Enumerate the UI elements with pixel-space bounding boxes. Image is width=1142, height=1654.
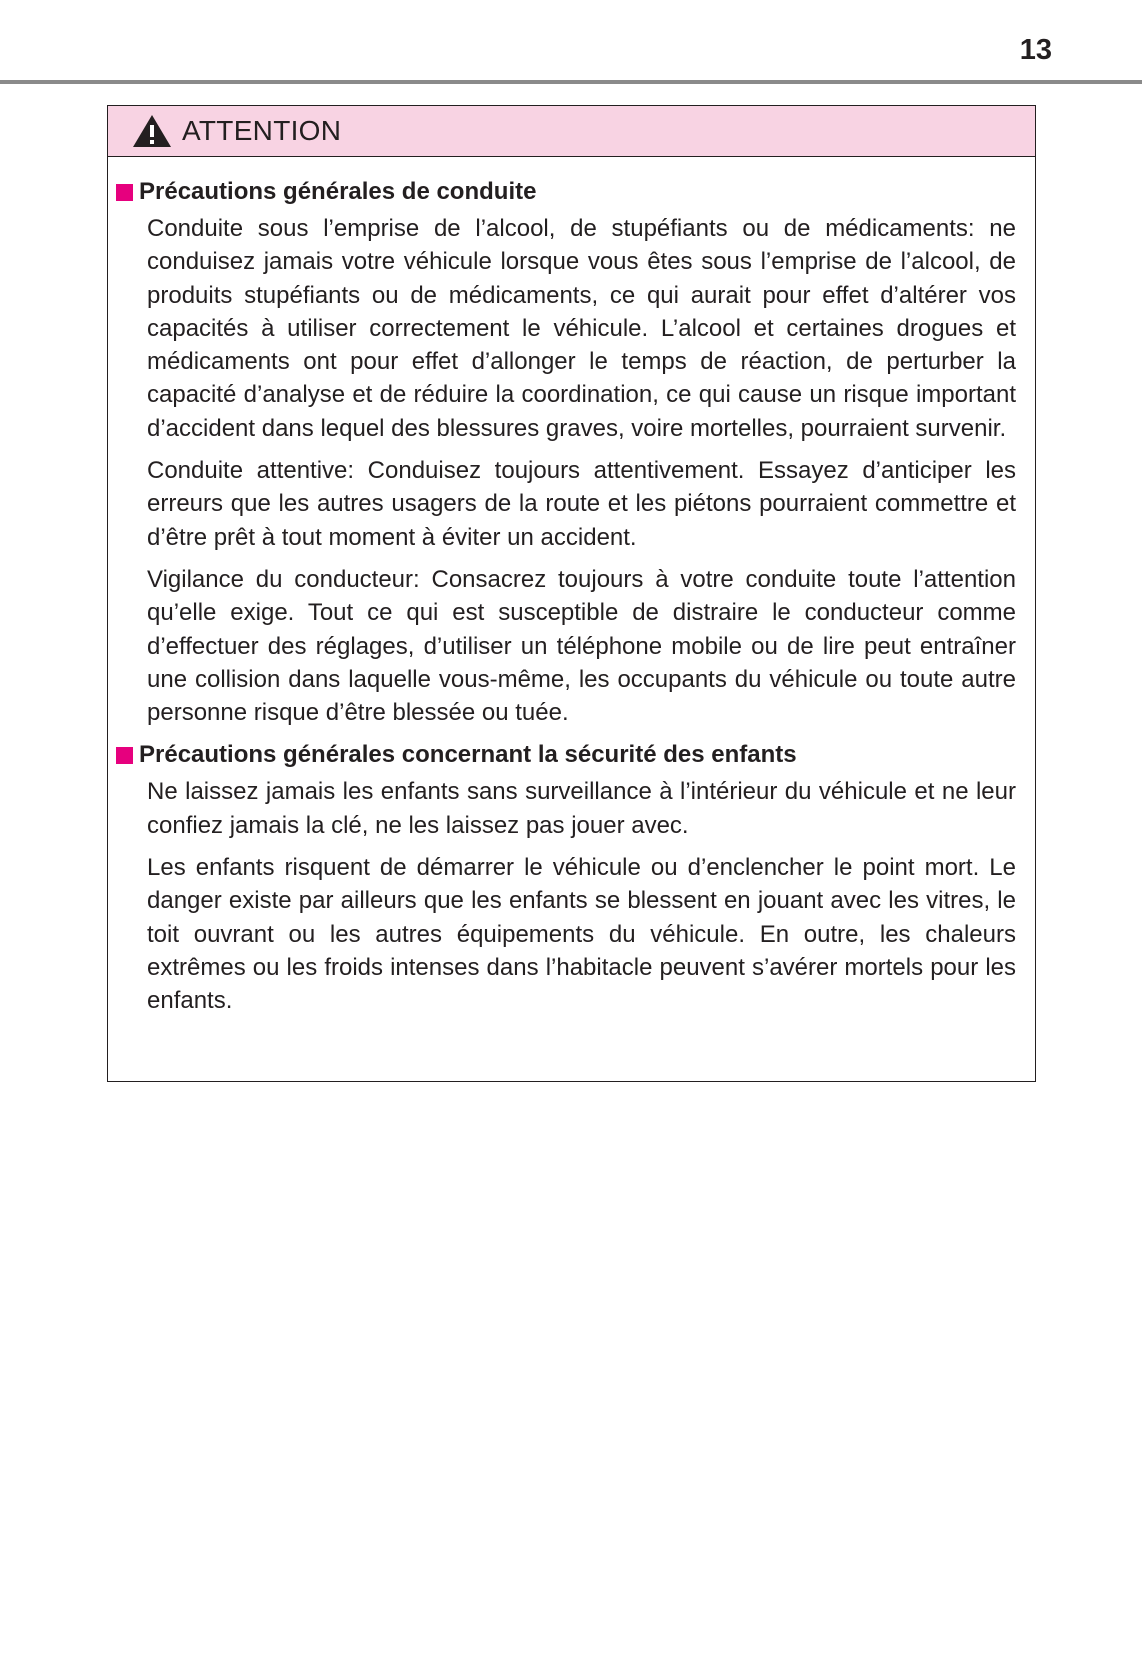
- section-child-safety: [116, 738, 1016, 1017]
- attention-title: ATTENTION: [182, 115, 342, 146]
- header-rule: [0, 80, 1142, 84]
- paragraph-driver-vigilance: Vigilance du conducteur: Consacrez toujours à votre conduite toute l’attention qu’elle exige. Tout ce qui est susceptible de distraire le conducteur comme d’effectuer des réglages, d’utiliser un téléphone mobile ou de lire peut entraîner une collision dans laquelle vous-même, les occupants du véhicule ou toute autre personne risque d’être blessée ou tuée.: [147, 565, 1016, 727]
- paragraph-alcohol: Conduite sous l’emprise de l’alcool, de stupéfiants ou de médicaments: ne conduisez jamais votre véhicule lorsque vous êtes sous l’emprise de l’alcool, de produits stupéfiants ou de médicaments, ce qui aurait pour effet d’altérer vos capacités à utiliser correctement le véhicule. L’alcool et certaines drogues et médicaments ont pour effet d’allonger le temps de réaction, de perturber la capacité d’analyse et de réduire la coordination, ce qui cause un risque important d’accident dans lequel des blessures graves, voire mortelles, pourraient survenir.: [147, 215, 1016, 442]
- section-heading: [116, 738, 1016, 772]
- section-heading-text: Précautions générales concernant la sécurité des enfants: [139, 741, 797, 769]
- section-heading: [116, 175, 1016, 209]
- square-bullet-icon: [116, 747, 133, 764]
- attention-box: [107, 105, 1036, 1082]
- warning-triangle-icon: [132, 114, 172, 148]
- attention-content: [108, 157, 1035, 1018]
- paragraph-attentive-driving: Conduite attentive: Conduisez toujours attentivement. Essayez d’anticiper les erreurs que les autres usagers de la route et les piétons pourraient commettre et d’être prêt à tout moment à éviter un accident.: [147, 457, 1016, 551]
- square-bullet-icon: [116, 184, 133, 201]
- attention-header: [108, 106, 1035, 157]
- paragraph-children-dangers: Les enfants risquent de démarrer le véhicule ou d’enclencher le point mort. Le danger existe par ailleurs que les enfants se blessent en jouant avec les vitres, le toit ouvrant ou les autres équipements du véhicule. En outre, les chaleurs extrêmes ou les froids intenses dans l’habitacle peuvent s’avérer mortels pour les enfants.: [147, 854, 1016, 1015]
- page-number: 13: [1019, 34, 1052, 66]
- section-heading-text: Précautions générales de conduite: [139, 178, 537, 205]
- paragraph-children-unattended: Ne laissez jamais les enfants sans surveillance à l’intérieur du véhicule et ne leur confiez jamais la clé, ne les laissez pas jouer avec.: [147, 778, 1016, 839]
- section-driving-precautions: [116, 175, 1016, 729]
